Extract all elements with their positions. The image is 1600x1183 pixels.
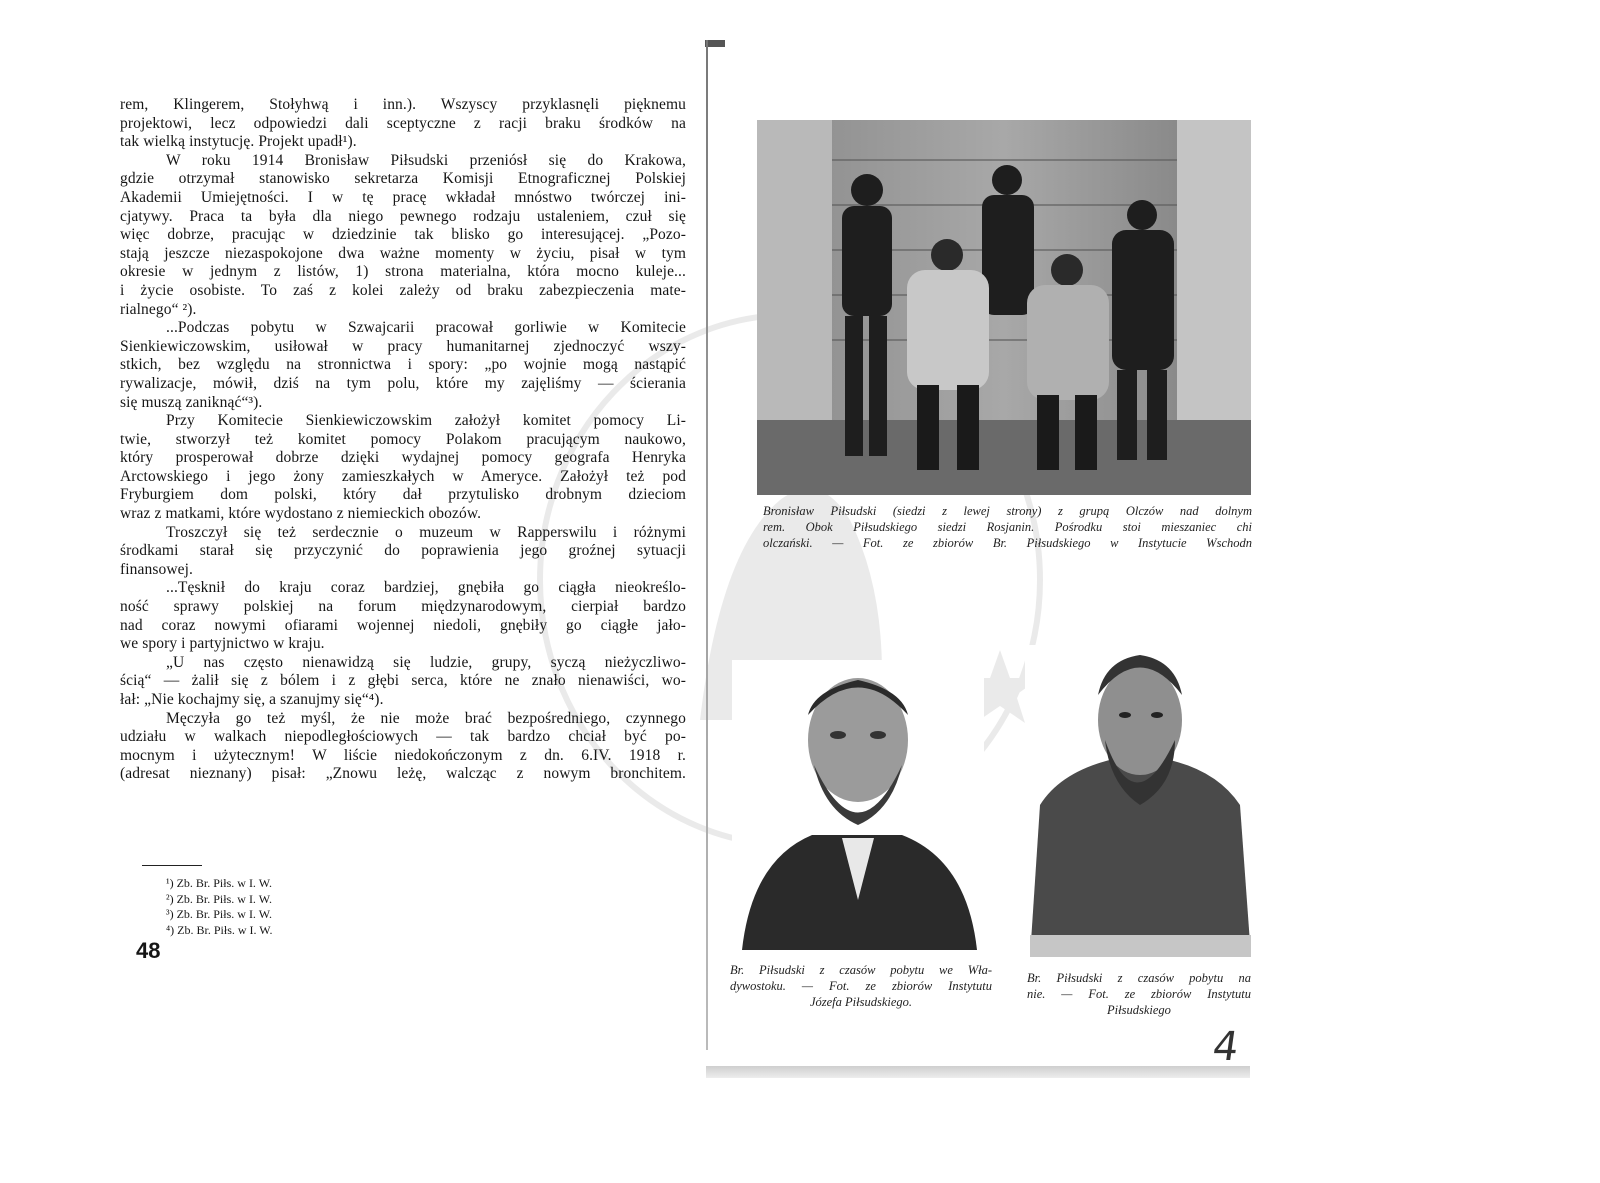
portrait-right-caption [1027,970,1251,1018]
caption-line: nie. — Fot. ze zbiorów Instytutu [1027,987,1251,1001]
caption-line: rem. Obok Piłsudskiego siedzi Rosjanin. Pośrodku stoi mieszaniec chi [763,520,1252,534]
body-text-line: Sienkiewiczowskim, usiłował w pracy humanitarnej zjednoczyć wszy- [120,337,686,355]
body-text-line: ...Podczas pobytu w Szwajcarii pracował gorliwie w Komitecie [166,319,686,337]
footnote-divider [142,865,202,866]
body-text-line: rem, Klingerem, Stołyhwą i inn.). Wszyscy przyklasnęli pięknemu [120,96,686,113]
body-text-line: się muszą zaniknąć“³). [120,393,263,411]
caption-line: Józefa Piłsudskiego. [809,995,913,1009]
body-text-line: W roku 1914 Bronisław Piłsudski przeniósł się do Krakowa, [166,151,686,169]
page-gutter [706,40,708,1050]
caption-line: Piłsudskiego [1107,1003,1171,1017]
footnote: ¹) Zb. Br. Piłs. w I. W. [166,876,272,890]
scan-bottom-shadow [706,1066,1250,1078]
footnotes [166,876,273,938]
body-text-line: twie, stworzył też komitet pomocy Polakom pracującym naukowo, [120,430,686,448]
body-text-line: który prosperował dobrze dzięki wydajnej pomocy geografa Henryka [120,449,686,467]
body-text-line: ścią“ — żalił się z bólem i z głębi serca, które ne znało nienawiści, wo- [120,672,686,690]
body-text-line: gdzie otrzymał stanowisko sekretarza Komisji Etnograficznej Polskiej [120,170,686,188]
body-text-line: cjatywy. Praca ta była dla niego pewnego rodzaju ustaleniem, czuł się [120,207,686,225]
portrait-right [1025,645,1251,957]
footnote: ²) Zb. Br. Piłs. w I. W. [166,891,272,906]
body-text-line: udziału w walkach niepodległościowych — tak bardzo chciał być po- [120,728,686,746]
footnote: ³) Zb. Br. Piłs. w I. W. [166,907,272,922]
body-text-line: stają jeszcze niezaspokojone dwa ważne momenty w życiu, pisał w tym [120,244,686,262]
body-text-line: więc dobrze, pracując w dziedzinie tak blisko go interesującej. „Pozo- [120,226,686,244]
body-text-line: Przy Komitecie Sienkiewiczowskim założył komitet pomocy Li- [166,412,686,430]
left-page [120,96,695,1096]
body-text-line: rywalizacje, mówił, dziś na tym polu, które my zajęliśmy — ścierania [120,374,686,392]
body-text-line: Fryburgiem dom polski, który dał przytulisko drobnym dzieciom [120,486,686,504]
body-text-line: stkich, bez względu na stronnictwa i spory: „po wojnie mogą nastąpić [120,356,686,374]
body-text-line: łał: „Nie kochajmy się, a szanujmy się“⁴). [120,691,384,708]
body-text-line: wraz z matkami, które wydostano z niemieckich obozów. [120,505,482,523]
body-text [120,96,686,784]
caption-line: dywostoku. — Fot. ze zbiorów Instytutu [730,979,992,993]
footnote: ⁴) Zb. Br. Piłs. w I. W. [166,922,273,937]
body-text-line: ność sprawy polskiej na forum międzynarodowym, cierpiał bardzo [120,598,686,616]
body-text-line: mocnym i użytecznym! W liście niedokończonym z dn. 6.IV. 1918 r. [120,746,686,764]
body-text-line: tak wielką instytucję. Projekt upadł¹). [120,133,357,151]
body-text-line: Arctowskiego i jego żony zamieszkałych w Ameryce. Założył też pod [120,467,686,485]
body-text-line: nad coraz nowymi ofiarami wojennej niedoli, gnębiły go ciągłe jało- [120,616,686,634]
group-photo [757,120,1251,495]
gutter-top-mark [705,40,725,47]
body-text-line: środkami starał się przyczynić do poprawienia jego groźnej sytuacji [120,542,686,560]
body-text-line: ...Tęsknił do kraju coraz bardziej, gnębiła go ciągła nieokreślo- [166,579,686,597]
body-text-line: okresie w jednym z listów, 1) strona materialna, która mocno kuleje... [120,263,686,281]
caption-line: Bronisław Piłsudski (siedzi z lewej strony) z grupą Olczów nad dolnym [763,504,1252,518]
caption-line: Br. Piłsudski z czasów pobytu we Wła- [730,963,992,977]
body-text-line: projektowi, lecz odpowiedzi dali sceptyczne z racji braku środków na [120,114,686,132]
body-text-line: rialnego“ ²). [120,300,197,318]
body-text-line: „U nas często nienawidzą się ludzie, grupy, syczą nieżyczliwo- [166,653,686,671]
caption-line: olczański. — Fot. ze zbiorów Br. Piłsudskiego w Instytucie Wschodn [763,536,1252,550]
body-text-line: we spory i partyjnictwo w kraju. [120,635,325,653]
handwritten-page-mark: 4 [1209,1024,1242,1070]
body-text-line: i życie osobiste. To zaś z kolei zależy od braku zabezpieczenia mate- [120,281,686,299]
body-text-line: (adresat nieznany) pisał: „Znowu leżę, walcząc z nowym bronchitem. [120,765,686,783]
group-photo-caption [763,503,1252,551]
portrait-left-caption [730,962,992,1010]
body-text-line: Męczyła go też myśl, że nie może brać bezpośredniego, czynnego [166,709,686,727]
page-number: 48 [136,938,161,963]
portrait-vladivostok [732,660,984,950]
body-text-line: finansowej. [120,560,193,578]
body-text-line: Troszczył się też serdecznie o muzeum w Rapperswilu i różnymi [166,523,686,541]
caption-line: Br. Piłsudski z czasów pobytu na [1027,971,1251,985]
body-text-line: Akademii Umiejętności. I w tę pracę wkładał mnóstwo twórczej ini- [120,188,686,206]
